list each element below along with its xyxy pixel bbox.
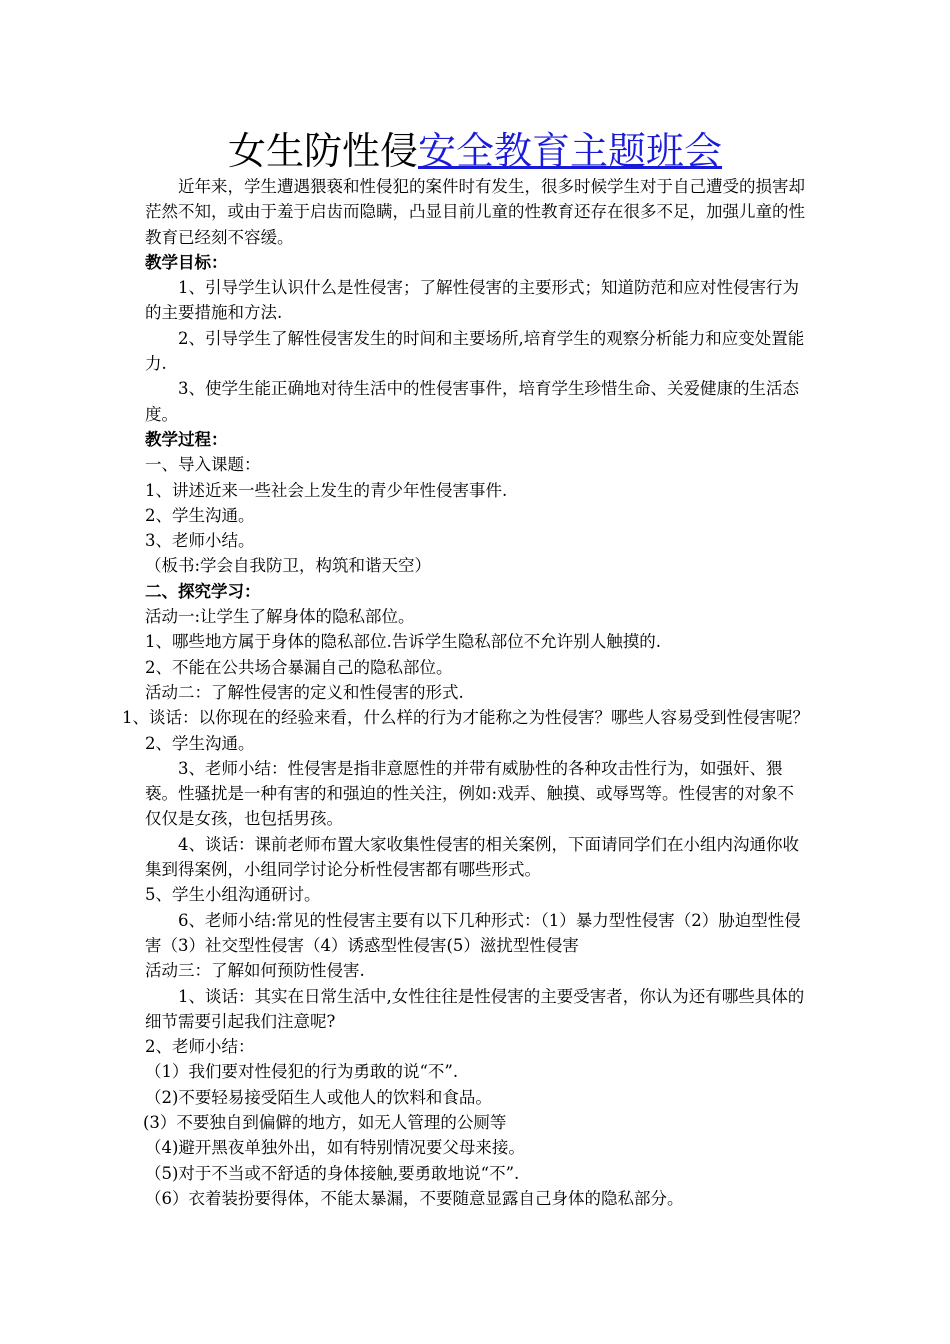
tip-item: （2)不要轻易接受陌生人或他人的饮料和食品。: [145, 1087, 492, 1107]
part1-item: 2、学生沟通。: [145, 505, 255, 525]
activity3-heading: 活动三：了解如何预防性侵害.: [145, 961, 365, 981]
activity2-heading: 活动二：了解性侵害的定义和性侵害的形式.: [145, 682, 464, 702]
goal-item: 1、引导学生认识什么是性侵害；了解性侵害的主要形式；知道防范和应对性侵害行为的主要措施和方法.: [145, 278, 799, 323]
intro-paragraph: 近年来，学生遭遇猥亵和性侵犯的案件时有发生，很多时候学生对于自己遭受的损害却茫然不知，或由于羞于启齿而隐瞒，凸显目前儿童的性教育还存在很多不足，加强儿童的性教育已经刻不容缓。: [145, 177, 805, 247]
activity3-item: 1、谈话：其实在日常生活中,女性往往是性侵害的主要受害者，你认为还有哪些具体的细节需要引起我们注意呢?: [145, 986, 805, 1031]
tip-item: (3）不要独自到偏僻的地方，如无人管理的公厕等: [143, 1112, 507, 1132]
activity2-item: 5、学生小组沟通研讨。: [145, 885, 321, 905]
goals-heading: 教学目标：: [145, 252, 228, 272]
tip-item: （6）衣着装扮要得体，不能太暴漏，不要随意显露自己身体的隐私部分。: [145, 1188, 684, 1208]
part2-heading: 二、探究学习：: [145, 581, 261, 601]
activity1-item: 2、不能在公共场合暴漏自己的隐私部位。: [145, 657, 453, 677]
activity1-item: 1、哪些地方属于身体的隐私部位.告诉学生隐私部位不允许别人触摸的.: [145, 632, 661, 652]
activity2-item: 3、老师小结：性侵害是指非意愿性的并带有威胁性的各种攻击性行为，如强奸、猥亵。性骚扰是一种有害的和强迫的性关注，例如:戏弄、触摸、或辱骂等。性侵害的对象不仅仅是女孩，也包括男孩。: [145, 758, 795, 829]
title-plain: 女生防性侵: [227, 129, 418, 173]
activity2-item: 2、学生沟通。: [145, 733, 255, 753]
part1-item: 3、老师小结。: [145, 531, 255, 551]
page-title: [0, 128, 950, 174]
document-body: [122, 174, 809, 1211]
tip-item: （1）我们要对性侵犯的行为勇敢的说“不”.: [145, 1062, 459, 1082]
activity3-item: 2、老师小结：: [145, 1037, 255, 1057]
activity1-heading: 活动一:让学生了解身体的隐私部位。: [145, 607, 415, 627]
board-note: （板书:学会自我防卫，构筑和谐天空）: [145, 556, 432, 576]
activity2-item: 1、谈话：以你现在的经验来看，什么样的行为才能称之为性侵害？哪些人容易受到性侵害呢？: [122, 708, 809, 728]
title-link[interactable]: 安全教育主题班会: [418, 129, 723, 173]
tip-item: （4)避开黑夜单独外出，如有特别情况要父母来接。: [145, 1138, 525, 1158]
part1-heading: 一、导入课题：: [145, 455, 261, 475]
part1-item: 1、讲述近来一些社会上发生的青少年性侵害事件.: [145, 480, 508, 500]
activity2-item: 4、谈话：课前老师布置大家收集性侵害的相关案例，下面请同学们在小组内沟通你收集到得案例，小组同学讨论分析性侵害都有哪些形式。: [145, 834, 799, 880]
tip-item: （5)对于不当或不舒适的身体接触,要勇敢地说“不”.: [145, 1163, 520, 1183]
goal-item: 3、使学生能正确地对待生活中的性侵害事件，培育学生珍惜生命、关爱健康的生活态度。: [145, 379, 799, 424]
process-heading: 教学过程：: [145, 429, 228, 449]
activity2-item: 6、老师小结:常见的性侵害主要有以下几种形式：（1）暴力型性侵害（2）胁迫型性侵害（3）社交型性侵害（4）诱惑型性侵害(5）滋扰型性侵害: [145, 910, 801, 955]
goal-item: 2、引导学生了解性侵害发生的时间和主要场所,培育学生的观察分析能力和应变处置能力.: [145, 328, 805, 374]
